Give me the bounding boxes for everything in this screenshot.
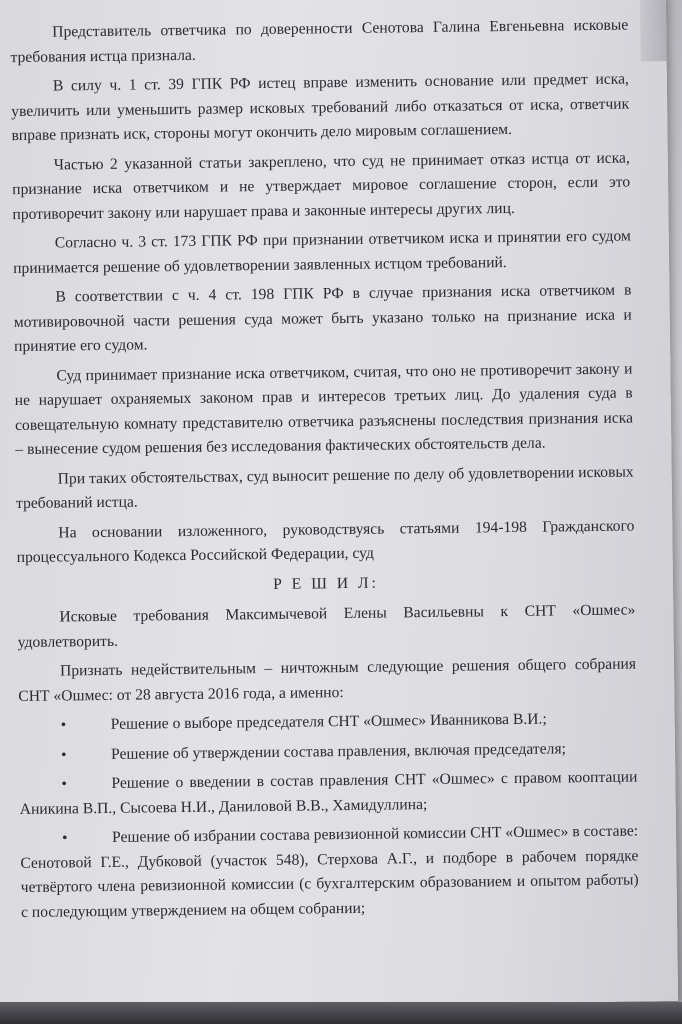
list-item xyxy=(19,706,637,738)
bullet-icon: • xyxy=(60,716,67,734)
paragraph: В силу ч. 1 ст. 39 ГПК РФ истец вправе изменить основание или предмет иска, увеличить или уменьшить размер исковых требований либо отказаться от иска, ответчик вправе признать иск, стороны могут окончить дело мировым соглашением. xyxy=(11,70,630,145)
table-surface xyxy=(0,1002,682,1024)
document-body xyxy=(10,14,639,930)
paragraph: Суд принимает признание иска ответчиком, считая, что оно не противоречит закону и не нарушает охраняемых законом прав и интересов третьих лиц. До удаления суда в совещательную комнату представителю ответчика разъяснены последствия признания иска – вынесение судом решения без исследования фактических обстоятельств дела. xyxy=(14,360,634,459)
paragraph: Представитель ответчика по доверенности Сенотова Галина Евгеньевна исковые требования истца признала. xyxy=(10,16,629,66)
list-item-text: Решение об утверждении состава правления, включая председателя; xyxy=(110,739,566,763)
list-item-text: Решение о введении в состав правления СНТ «Ошмес» с правом кооптации Аникина В.П., Сысоева Н.И., Даниловой В.В., Хамидуллина; xyxy=(19,768,638,818)
bullet-icon: • xyxy=(60,745,67,764)
list-item xyxy=(20,819,639,925)
bullet-icon: • xyxy=(61,775,68,793)
next-page-edge xyxy=(640,0,667,61)
list-item xyxy=(19,736,637,768)
paragraph: Исковые требования Максимычевой Елены Васильевны к СНТ «Ошмес» удовлетворить. xyxy=(17,601,636,651)
list-item xyxy=(19,765,638,822)
paragraph: При таких обстоятельствах, суд выносит решение по делу об удовлетворении исковых требований истца. xyxy=(15,462,634,513)
paragraph: В соответствии с ч. 4 ст. 198 ГПК РФ в случае признания иска ответчиком в мотивировочной части решения суда может быть указано только на признание иска и принятие его судом. xyxy=(13,281,632,356)
paragraph: На основании изложенного, руководствуясь статьями 194-198 Гражданского процессуального Кодекса Российской Федерации, суд xyxy=(16,516,635,567)
paragraph: Частью 2 указанной статьи закреплено, что суд не принимает отказ истца от иска, признание иска ответчиком и не утверждает мировое соглашение сторон, если это противоречит закону или нарушает права и законные интересы других лиц. xyxy=(12,149,631,223)
list-item-text: Решение об избрании состава ревизионной комиссии СНТ «Ошмес» в составе: Сенотовой Г.Е., Дубковой (участок 548), Стерхова А.Г., и подборе в рабочем порядке четвёртого члена ревизионной комиссии (с бухгалтерским образованием и опытом работы) с последующим утверждением на общем собрании; xyxy=(20,822,639,921)
list-item-text: Решение о выборе председателя СНТ «Ошмес» Иванникова В.И.; xyxy=(110,710,547,733)
paragraph: Признать недействительным – ничтожным следующие решения общего собрания СНТ «Ошмес: от 28 августа 2016 года, а именно: xyxy=(18,655,637,705)
decision-heading: Р Е Ш И Л: xyxy=(273,574,379,593)
bullet-icon: • xyxy=(61,829,68,847)
paragraph: Согласно ч. 3 ст. 173 ГПК РФ при признании ответчиком иска и принятии его судом принимается решение об удовлетворении заявленных истцом требований. xyxy=(13,227,631,277)
